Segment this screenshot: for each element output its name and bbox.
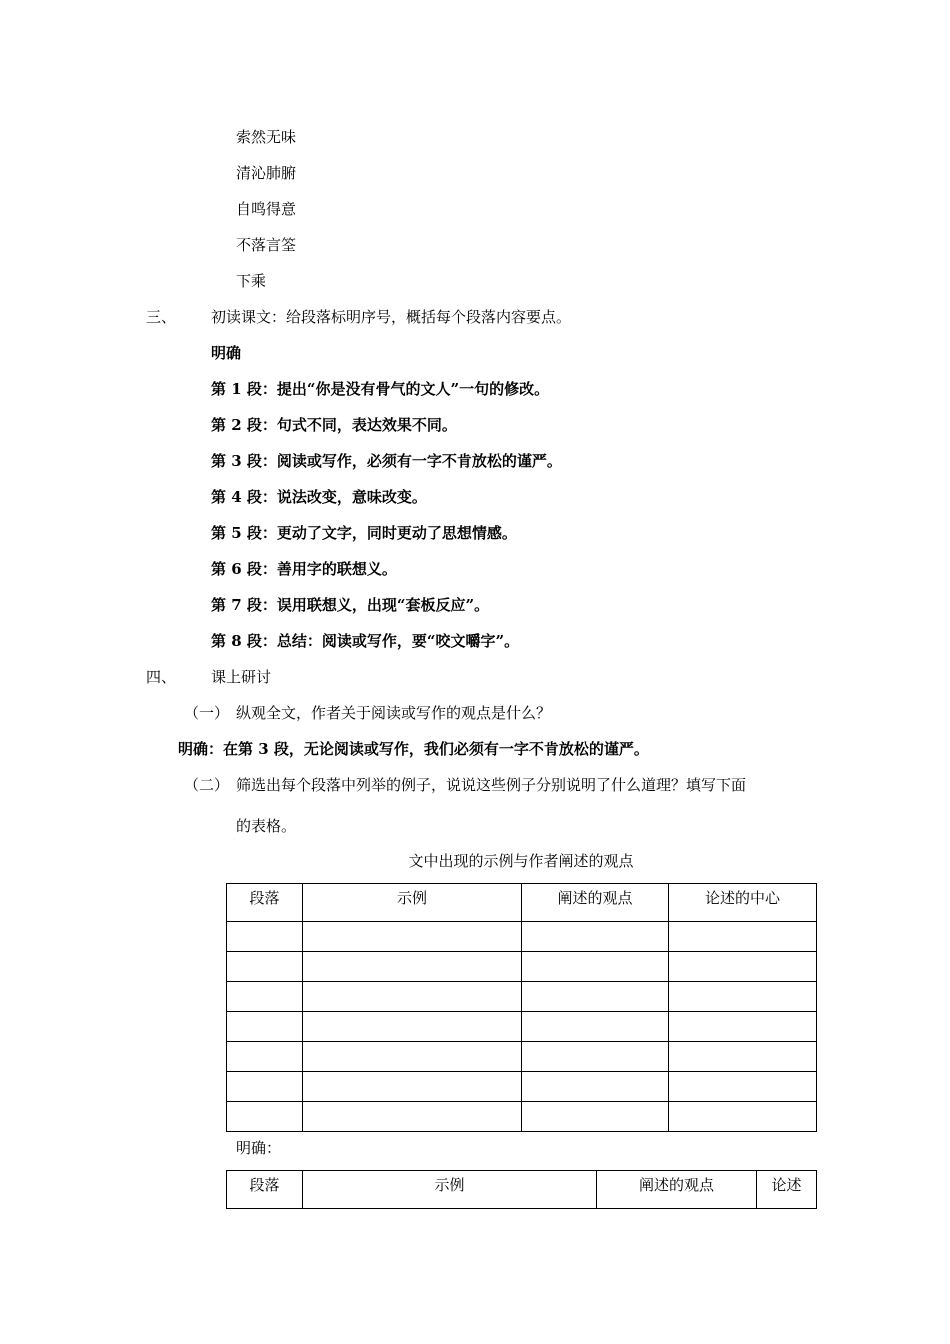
question-text-continued: 的表格。	[236, 817, 297, 835]
table-cell	[303, 952, 522, 982]
paragraph-summary: 第 7 段：误用联想义，出现“套板反应”。	[211, 596, 490, 614]
table-cell	[669, 982, 817, 1012]
table-cell	[227, 1072, 303, 1102]
section-number: 三、	[146, 308, 177, 326]
table-cell	[522, 1072, 669, 1102]
table-cell	[303, 922, 522, 952]
table-row	[227, 1102, 817, 1132]
table-cell	[303, 1072, 522, 1102]
column-header: 段落	[227, 1171, 303, 1209]
paragraph-summary: 第 6 段：善用字的联想义。	[211, 560, 397, 578]
table-row	[227, 982, 817, 1012]
paragraph-summary: 第 1 段：提出“你是没有骨气的文人”一句的修改。	[211, 380, 550, 398]
table-row	[227, 952, 817, 982]
table-cell	[227, 1012, 303, 1042]
table-cell	[669, 1102, 817, 1132]
table-cell	[303, 982, 522, 1012]
column-header: 段落	[227, 884, 303, 922]
column-header: 阐述的观点	[522, 884, 669, 922]
question-number: （一）	[184, 704, 230, 722]
table-row	[227, 1042, 817, 1072]
question-text: 筛选出每个段落中列举的例子，说说这些例子分别说明了什么道理？填写下面	[236, 776, 747, 794]
table-cell	[669, 1042, 817, 1072]
table-cell	[669, 1012, 817, 1042]
section-number: 四、	[146, 668, 177, 686]
answer-label: 明确	[211, 344, 242, 362]
column-header: 示例	[303, 1171, 597, 1209]
paragraph-summary: 第 8 段：总结：阅读或写作，要“咬文嚼字”。	[211, 632, 520, 650]
section-heading: 初读课文：给段落标明序号，概括每个段落内容要点。	[211, 308, 572, 326]
table-cell	[669, 922, 817, 952]
table-cell	[227, 1102, 303, 1132]
table-cell	[522, 1012, 669, 1042]
column-header: 阐述的观点	[597, 1171, 757, 1209]
table-caption: 文中出现的示例与作者阐述的观点	[408, 852, 634, 870]
table-cell	[522, 952, 669, 982]
table-cell	[227, 982, 303, 1012]
table-row	[227, 1072, 817, 1102]
column-header: 论述的中心	[669, 884, 817, 922]
table-row	[227, 1012, 817, 1042]
answer-label: 明确：	[236, 1139, 282, 1157]
table-cell	[522, 1102, 669, 1132]
table-cell	[227, 922, 303, 952]
table-cell	[303, 1012, 522, 1042]
vocab-item: 自鸣得意	[236, 200, 297, 218]
table-cell	[669, 1072, 817, 1102]
table-row	[227, 922, 817, 952]
table-cell	[522, 982, 669, 1012]
table-cell	[227, 952, 303, 982]
column-header: 论述	[757, 1171, 817, 1209]
vocab-item: 不落言筌	[236, 236, 297, 254]
table-cell	[522, 1042, 669, 1072]
vocab-item: 清沁肺腑	[236, 164, 297, 182]
paragraph-summary: 第 5 段：更动了文字，同时更动了思想情感。	[211, 524, 517, 542]
answer-table	[226, 1170, 817, 1209]
table-cell	[522, 922, 669, 952]
paragraph-summary: 第 4 段：说法改变，意味改变。	[211, 488, 427, 506]
vocab-item: 下乘	[236, 272, 267, 290]
paragraph-summary: 第 2 段：句式不同，表达效果不同。	[211, 416, 457, 434]
paragraph-summary: 第 3 段：阅读或写作，必须有一字不肯放松的谨严。	[211, 452, 562, 470]
column-header: 示例	[303, 884, 522, 922]
table-cell	[227, 1042, 303, 1072]
table-cell	[669, 952, 817, 982]
table-cell	[303, 1042, 522, 1072]
table-cell	[303, 1102, 522, 1132]
question-number: （二）	[184, 776, 230, 794]
question-answer: 明确：在第 3 段，无论阅读或写作，我们必须有一字不肯放松的谨严。	[178, 740, 649, 758]
vocab-item: 索然无味	[236, 128, 297, 146]
question-text: 纵观全文，作者关于阅读或写作的观点是什么？	[236, 704, 552, 722]
example-viewpoint-table	[226, 883, 817, 1132]
section-heading: 课上研讨	[211, 668, 272, 686]
